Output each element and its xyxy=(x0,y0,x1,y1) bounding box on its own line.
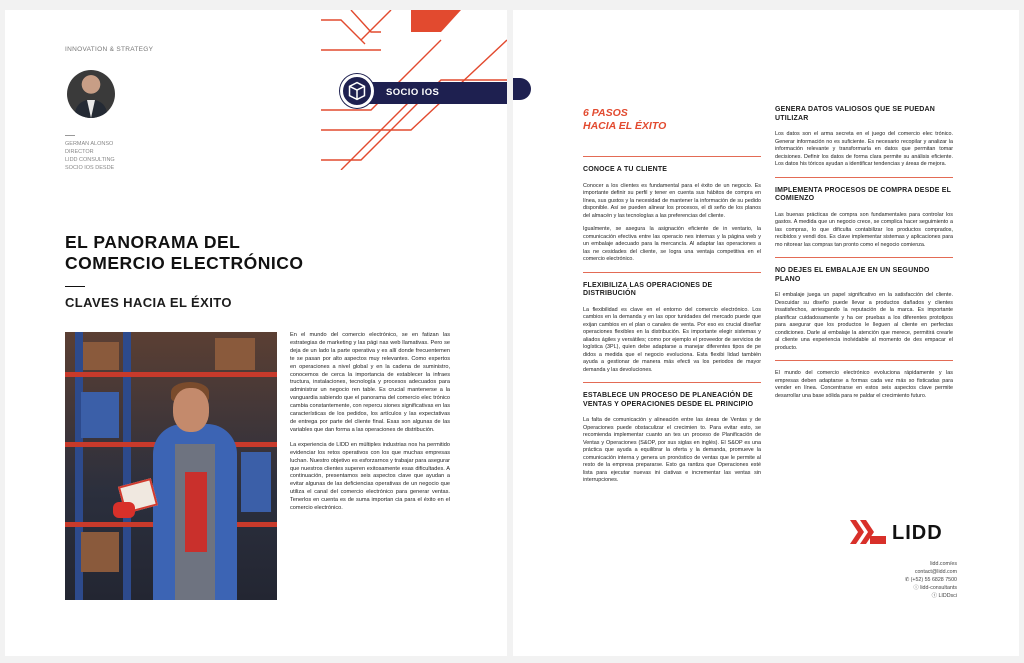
author-member: SOCIO IOS DESDE xyxy=(65,165,115,171)
email-link[interactable]: contact@lidd.com xyxy=(914,569,957,575)
socio-ios-badge xyxy=(340,78,507,108)
steps-column-1 xyxy=(583,156,761,491)
step-valuable-data xyxy=(775,106,953,169)
section-divider xyxy=(583,156,761,157)
author-role: DIRECTOR xyxy=(65,149,94,155)
step-paragraph: La flexibilidad es clave en el entorno del comercio electrónico. Los cambios en la demanda y en las opor tunidades del mercado puede que exijan cambios en el plan o canales de venta. Por eso es crucial diseñar operaciones flexibles en la distribución. Es importante elegir sistemas y aliados ágiles y versátiles; como por ejemplo el proveedor de servicios de logística (3PL), quien debe adaptarse a manejar diferentes tipos de pe didos a medida que el negocio evoluciona. Esta flexibi lidad también ayuda a gestionar de manera más efecti va los periodos de mayor demanda y las devoluciones. xyxy=(583,306,761,373)
headline-line-2: COMERCIO ELECTRÓNICO xyxy=(65,253,304,273)
phone-icon: ✆ xyxy=(904,577,911,583)
linkedin-line[interactable]: ⓘ lidd-consultants xyxy=(913,585,957,591)
section-divider xyxy=(583,382,761,383)
steps-title-line-2: HACIA EL ÉXITO xyxy=(583,120,667,132)
headline-line-1: EL PANORAMA DEL xyxy=(65,232,241,252)
step-know-customer xyxy=(583,166,761,264)
author-company: LIDD CONSULTING xyxy=(65,157,115,163)
steps-column-2 xyxy=(775,106,953,400)
steps-title xyxy=(583,107,666,133)
intro-paragraph-1: En el mundo del comercio electrónico, se en fatizan las estrategias de marketing y las pági nas web llamativas. Pero se deja de un lado la parte operativa y es allí donde frecuentemen te se pasan por alto aspectos muy relevantes. Como expertos en operaciones a nivel global y en la cadena de suministro, conocemos de cerca la importancia de establecer la infraes tructura, instalaciones, tecnología y procesos adecuados para administrar un negocio ren table. Es crucial mantenerse a la vanguardia sabiendo que el panorama del comercio elec trónico cambia constantemente, con repercu siones significativas en las características de los pedidos, los artículos y las expectativas de entrega por parte del cliente final. Esas son algunas de las variables que dan forma a las operaciones de distribución. xyxy=(290,332,450,433)
phone-line: ✆ (+52) 55 6828 7500 xyxy=(904,577,957,583)
step-paragraph: Conocer a los clientes es fundamental para el éxito de un negocio. Es importante definir su perfil y tener en cuenta sus hábitos de compra en línea, sus gustos y la necesidad de mantener la información de su pedido disponible. Así se pueden alinear los procesos, el di seño de los planos del almacén y las tecnologías a las preferencias del cliente. xyxy=(583,182,761,219)
headline-divider xyxy=(65,286,85,287)
intro-paragraph-2: La experiencia de LIDD en múltiples industrias nos ha permitido evidenciar los retos operativos con los que muchas empresas luchan. Nuestro objetivo es esforzarnos y trabajar para asegurar que nuestros clientes superen exitosamente esas dificultades. A continuación, presentamos seis aspectos clave que ayudan a evitar algunas de las deficiencias operativas de un negocio que utiliza el canal del comercio electrónico para generar ventas. Tenerlos en cuenta es de suma importan cia para el éxito en el comercio electrónico. xyxy=(290,441,450,512)
author-name: GERMAN ALONSO xyxy=(65,141,114,147)
section-divider xyxy=(775,257,953,258)
step-paragraph: El embalaje juega un papel significativo en la satisfacción del cliente. Descuidar su diseño puede llevar a productos dañados y clientes insatisfechos, arriesgando la reputación de la marca. Es importante planificar cuidadosamente y ha cer pruebas a los diferentes prototipos para asegurar que los productos le lleguen al cliente en perfectas condiciones. Darle al embalaje la atención que merece, permitirá crearle al cliente una experiencia inolvidable al momento de des empacar el producto. xyxy=(775,292,953,351)
badge-label: SOCIO IOS xyxy=(386,87,440,98)
step-title: CONOCE A TU CLIENTE xyxy=(583,166,668,173)
section-divider xyxy=(775,360,953,361)
article-subheading: CLAVES HACIA EL ÉXITO xyxy=(65,295,232,310)
section-kicker: INNOVATION & STRATEGY xyxy=(65,46,154,53)
lidd-logo-icon xyxy=(850,520,886,544)
badge-continuation xyxy=(513,78,531,100)
intro-text xyxy=(290,332,450,520)
contact-info xyxy=(905,560,957,600)
cube-icon xyxy=(340,74,374,108)
linkedin-icon: ⓘ xyxy=(913,585,921,591)
step-purchasing-processes xyxy=(775,187,953,250)
author-info xyxy=(65,140,115,172)
lidd-logo-text: LIDD xyxy=(892,522,943,544)
step-title: ESTABLECE UN PROCESO DE PLANEACIÓN DE VENTAS Y OPERACIONES DESDE EL PRINCIPIO xyxy=(583,392,754,408)
step-title: FLEXIBILIZA LAS OPERACIONES DE DISTRIBUCIÓN xyxy=(583,281,713,297)
step-packaging xyxy=(775,267,953,352)
left-page xyxy=(5,10,507,656)
step-paragraph: Igualmente, se asegura la asignación eficiente de in ventario, la comunicación efectiva entre las operacio nes internas y la página web y un embalaje adecuado para la mercancía. Al adaptar las operaciones a las ne cesidades del cliente, se logra una ventaja competitiva en el comercio electrónico. xyxy=(583,226,761,262)
right-page xyxy=(513,10,1019,656)
step-title: IMPLEMENTA PROCESOS DE COMPRA DESDE EL COMIENZO xyxy=(775,186,952,202)
step-title: NO DEJES EL EMBALAJE EN UN SEGUNDO PLANO xyxy=(775,267,930,283)
section-divider xyxy=(775,177,953,178)
steps-title-line-1: 6 PASOS xyxy=(583,107,628,119)
step-flexible-distribution xyxy=(583,282,761,375)
author-avatar xyxy=(67,70,115,118)
step-paragraph: La falta de comunicación y alineación entre las áreas de Ventas y de Operaciones puede obstaculizar el crecimien to. Para evitar esto, se recomienda implementar cuanto an tes un proceso de Planificación de Ventas y Operaciones (S&OP, por sus siglas en inglés). El S&OP es una práctica que ayuda a equilibrar la oferta y la demanda, promueve la comunicación interna y genera un pronóstico de ventas que le permite al resto de la empresa prepararse. Esto ga rantiza que Operaciones esté lista para ejecutar nuevas ini ciativas e incrementar las ventas sin interrupciones. xyxy=(583,417,761,483)
twitter-icon: ⓣ xyxy=(931,593,939,599)
step-title: GENERA DATOS VALIOSOS QUE SE PUEDAN UTILIZAR xyxy=(775,106,935,122)
closing-paragraph: El mundo del comercio electrónico evoluciona rápidamente y las empresas deben adaptarse a formas cada vez más so fisticadas para vender en línea. Concentrarse en estos seis aspectos clave permite desarrollar una base sólida para re paldar el crecimiento futuro. xyxy=(775,370,953,399)
step-sop-process xyxy=(583,392,761,485)
section-divider xyxy=(583,272,761,273)
worker-photo xyxy=(65,332,277,600)
twitter-line[interactable]: ⓣ LIDDsci xyxy=(931,593,957,599)
step-paragraph: Los datos son el arma secreta en el juego del comercio elec trónico. Generar información no es suficiente. Es necesario recopilar y analizar la información relevante y transformarla en datos que permitan tomar decisiones. Definir los datos de forma clara permite su análisis eficiente. Los datos his tóricos ayudan a identificar tendencias y áreas de mejora. xyxy=(775,131,953,167)
article-headline xyxy=(65,232,303,274)
author-divider xyxy=(65,135,75,136)
website-link[interactable]: lidd.com/es xyxy=(930,561,957,567)
step-paragraph: Las buenas prácticas de compra son fundamentales para controlar los gastos. A medida que un negocio crece, se complica hacer seguimiento a las compras, lo que dificulta contabilizar los productos comprados, recibidos y vendi dos. Es clave implementar sistemas y aplicaciones para mo nitorear las compras tan pronto como el negocio comienza. xyxy=(775,211,953,248)
